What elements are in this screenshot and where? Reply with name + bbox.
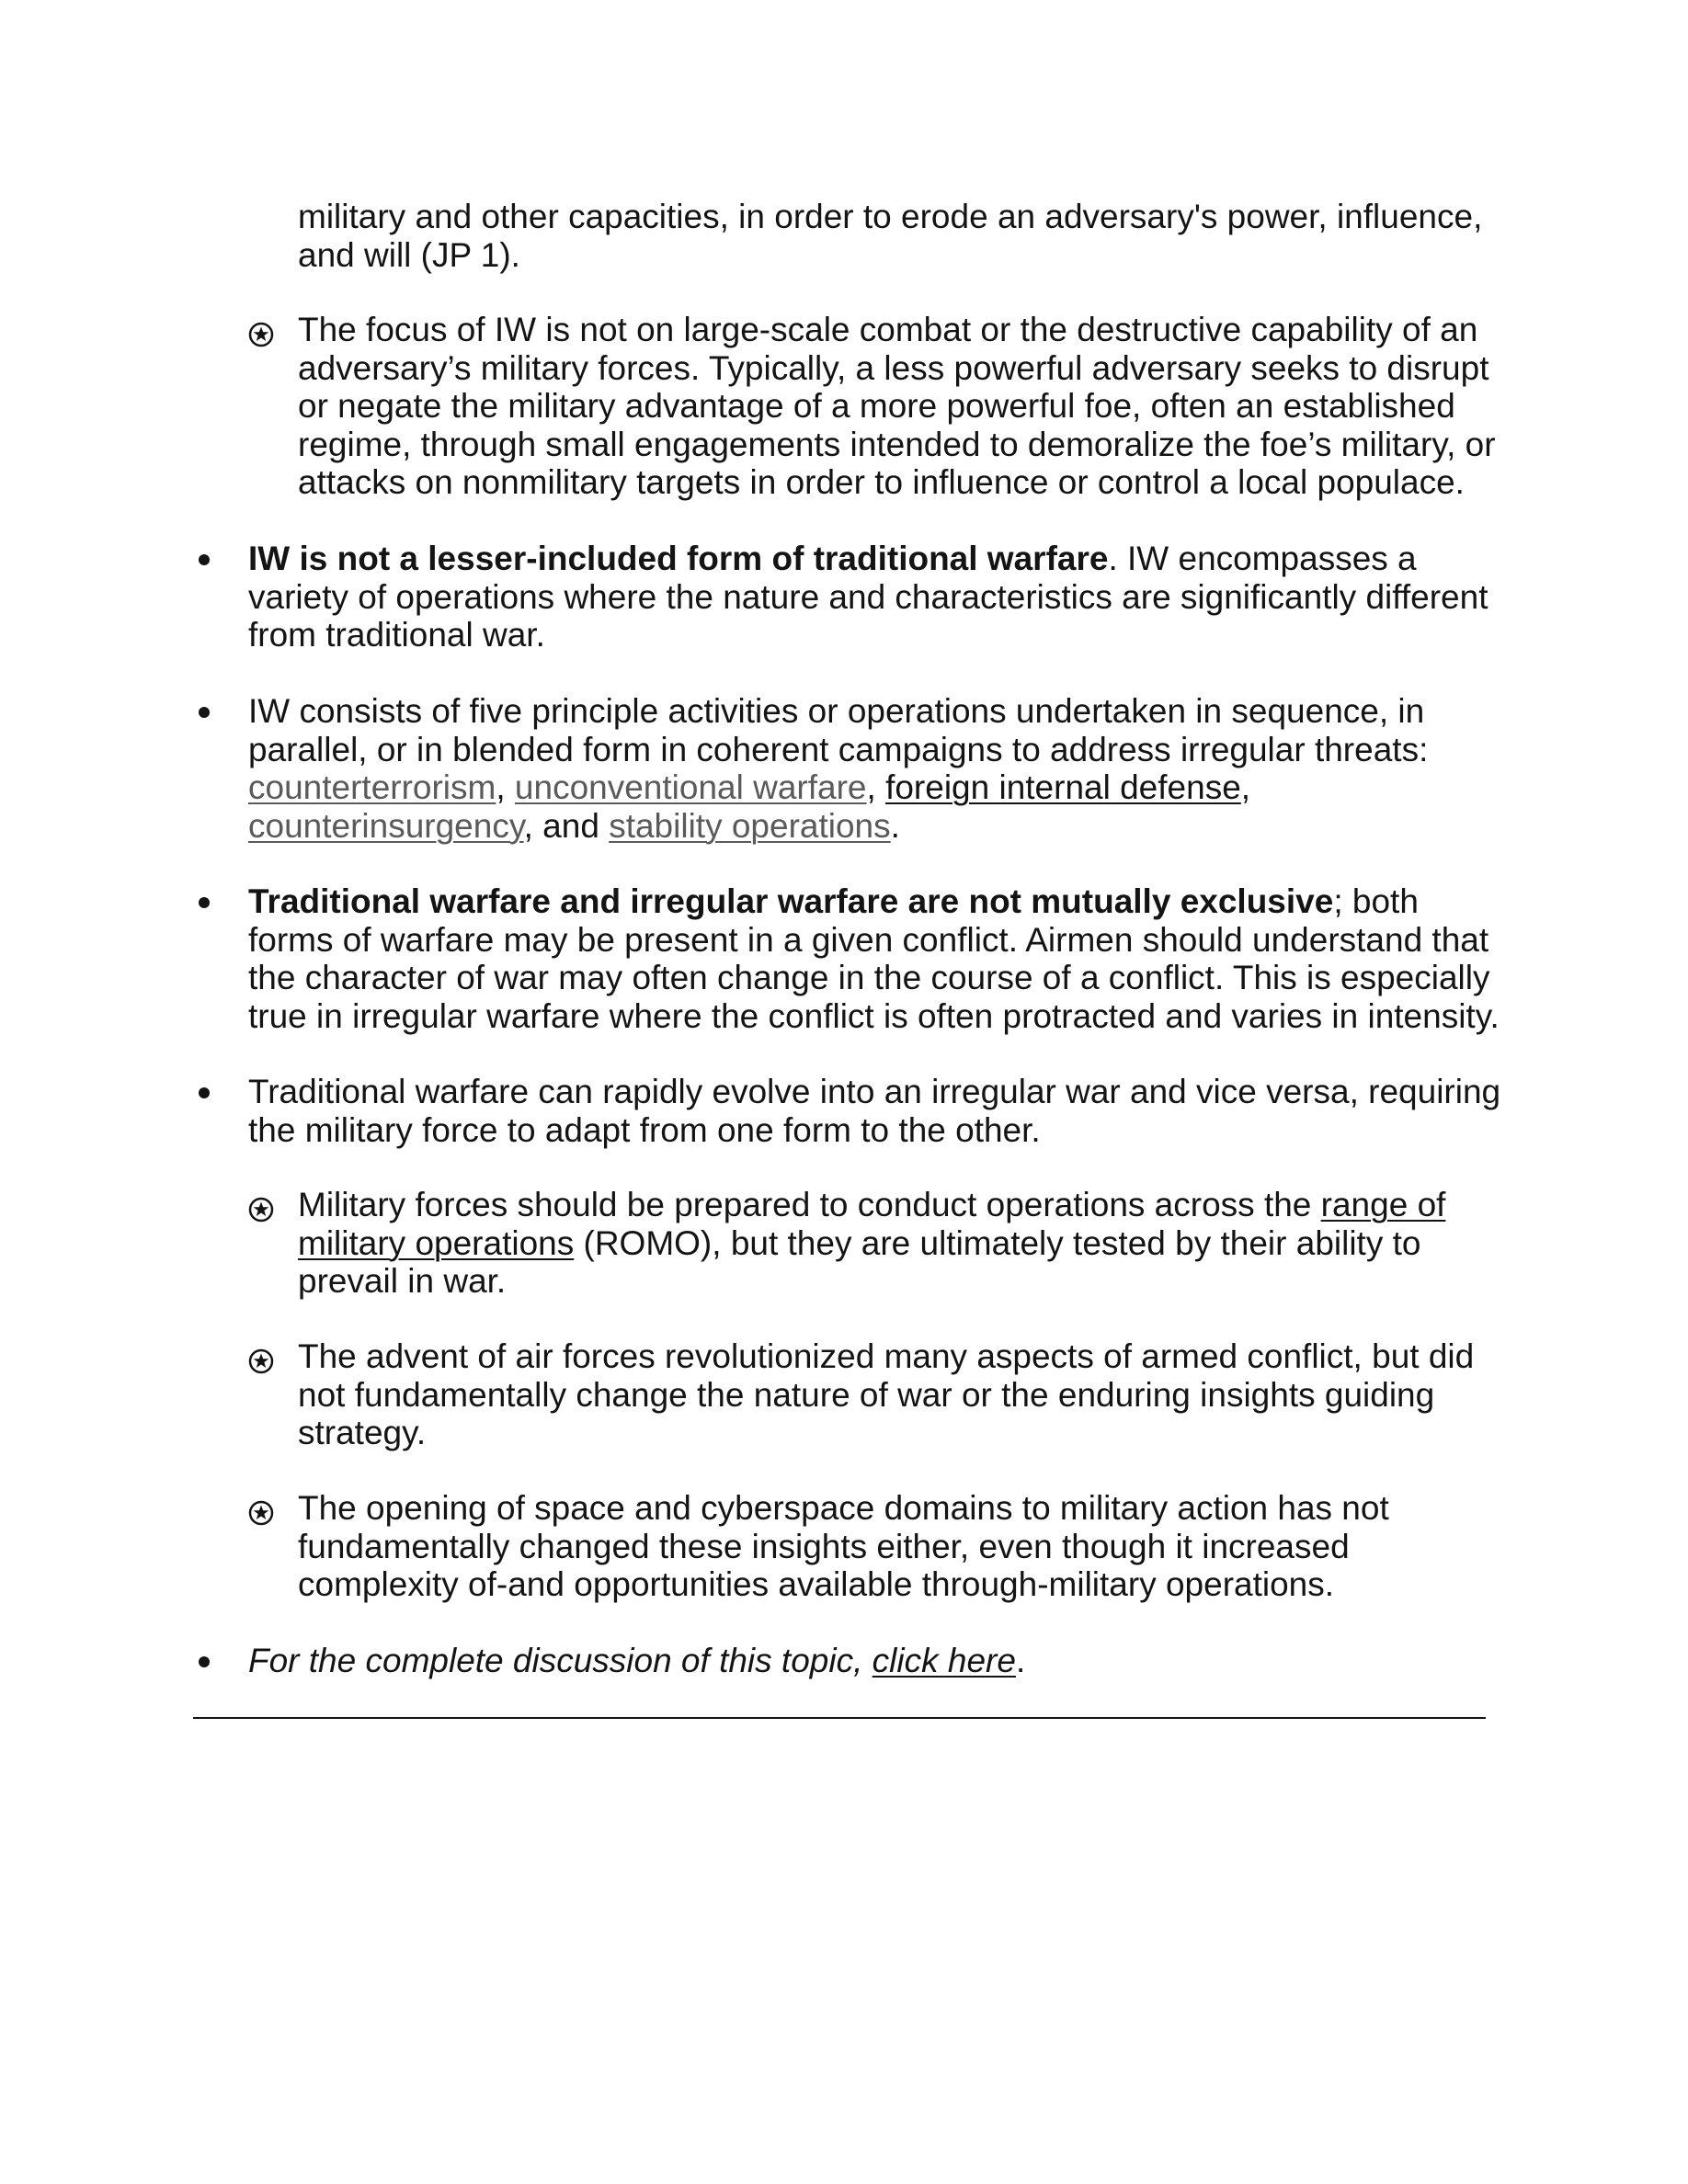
sub-bullet-text: Military forces should be prepared to conduct operations across the: [298, 1186, 1321, 1223]
bullet-complete-discussion: [248, 1642, 1511, 1680]
sentence-end: .: [1015, 1642, 1026, 1679]
sub-bullet-air-forces: [298, 1337, 1511, 1452]
bullet-not-lesser-included: [248, 540, 1511, 654]
unconventional-warfare-link[interactable]: unconventional warfare: [514, 768, 867, 806]
counterterrorism-link[interactable]: counterterrorism: [248, 768, 496, 806]
sub-bullet-text: The advent of air forces revolutionized many aspects of armed conflict, but did not fundamentally change the nature of war or the enduring insights guiding strategy.: [298, 1337, 1475, 1451]
bullet-bold-lead: Traditional warfare and irregular warfare are not mutually exclusive: [248, 882, 1334, 920]
sub-bullet-text: The opening of space and cyberspace domains to military action has not fundamentally changed these insights either, even though it increased complexity of-and opportunities available through-military operations.: [298, 1489, 1389, 1603]
counterinsurgency-link[interactable]: counterinsurgency: [248, 806, 524, 845]
click-here-link[interactable]: [873, 1642, 1016, 1679]
bullet-dot-icon: [199, 1656, 210, 1667]
bullet-text: ; both forms of warfare may be present in a given conflict. Airmen should understand that the character of war may often change in the course of a conflict. This is especially true in irregular warfare where the conflict is often protracted and varies in intensity.: [248, 882, 1500, 1035]
sub-bullet-text-end: (ROMO), but they are ultimately tested by their ability to prevail in war.: [298, 1223, 1421, 1300]
click-here-label: click here: [872, 1642, 1016, 1679]
bullet-bold-lead: IW is not a lesser-included form of traditional warfare: [248, 540, 1109, 577]
horizontal-divider: [193, 1717, 1486, 1719]
bullet-dot-icon: [199, 897, 210, 908]
separator: ,: [496, 768, 515, 806]
bullet-text: . IW encompasses a variety of operations where the nature and characteristics are significantly different from traditional war.: [248, 540, 1488, 654]
sentence-end: .: [890, 806, 900, 845]
sub-bullet-space-cyberspace: [298, 1489, 1511, 1604]
star-bullet-icon: [248, 1197, 274, 1223]
separator: ,: [866, 768, 886, 806]
star-bullet-icon: [248, 322, 274, 347]
bullet-dot-icon: [199, 707, 210, 718]
foreign-internal-defense-link[interactable]: foreign internal defense: [885, 768, 1241, 806]
sub-bullet-text: The focus of IW is not on large-scale combat or the destructive capability of an adversary’s military forces. Typically, a less powerful adversary seeks to disrupt or negate the military advantage of a more powerful foe, often an established regime, through small engagements intended to demoralize the foe’s military, or attacks on nonmilitary targets in order to influence or control a local populace.: [298, 311, 1496, 501]
bullet-five-activities: [248, 692, 1511, 845]
bullet-text: IW consists of five principle activities or operations undertaken in sequence, in parallel, or in blended form in coherent campaigns to address irregular threats:: [248, 692, 1429, 768]
sub-bullet-iw-focus: [298, 311, 1511, 502]
sub-bullet-romo: [298, 1186, 1511, 1301]
star-bullet-icon: [248, 1500, 274, 1526]
star-bullet-icon: [248, 1348, 274, 1374]
separator: ,: [1240, 768, 1251, 806]
bullet-dot-icon: [199, 554, 210, 565]
range-of-military-operations-link[interactable]: range of military operations: [298, 1186, 1446, 1262]
continued-paragraph: [298, 198, 1511, 274]
bullet-italic-text: For the complete discussion of this topic,: [248, 1642, 873, 1679]
bullet-not-mutually-exclusive: [248, 882, 1511, 1035]
stability-operations-link[interactable]: stability operations: [609, 806, 891, 845]
bullet-text: Traditional warfare can rapidly evolve into an irregular war and vice versa, requiring the military force to adapt from one form to the other.: [248, 1073, 1501, 1149]
bullet-dot-icon: [199, 1087, 210, 1098]
continued-paragraph-text: military and other capacities, in order to erode an adversary's power, influence, and will (JP 1).: [298, 198, 1483, 274]
separator: , and: [523, 806, 610, 845]
bullet-rapid-evolution: [248, 1073, 1511, 1149]
